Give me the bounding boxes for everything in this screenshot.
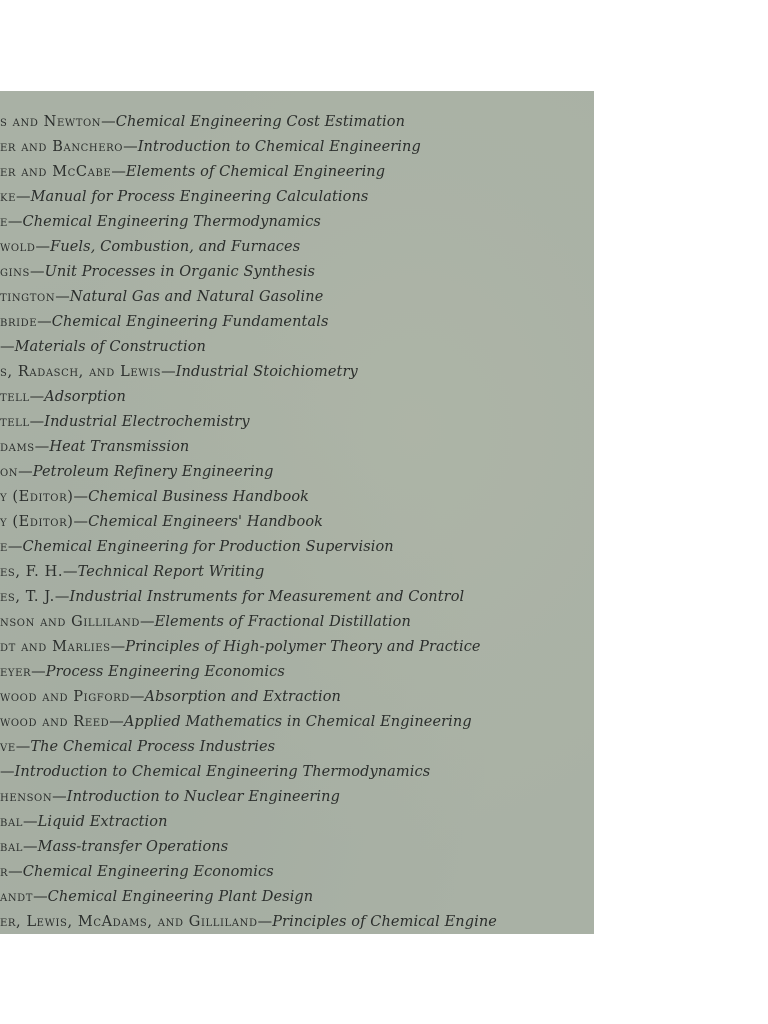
book-entry bbox=[0, 685, 594, 710]
book-title: Mass-transfer Operations bbox=[37, 839, 229, 855]
book-author: y (Editor) bbox=[0, 489, 74, 505]
book-entry bbox=[0, 485, 594, 510]
book-author: wood and Pigford bbox=[0, 689, 130, 705]
book-author: er and Banchero bbox=[0, 139, 124, 155]
book-entry bbox=[0, 510, 594, 535]
book-title: Materials of Construction bbox=[14, 339, 206, 355]
book-author: r bbox=[0, 864, 9, 880]
book-author: e bbox=[0, 214, 8, 230]
book-title: Heat Transmission bbox=[49, 439, 190, 455]
book-author: s, Radasch, and Lewis bbox=[0, 364, 162, 380]
book-entry bbox=[0, 835, 594, 860]
book-title: Petroleum Refinery Engineering bbox=[32, 464, 274, 480]
em-dash-separator: — bbox=[23, 839, 38, 855]
em-dash-separator: — bbox=[54, 589, 70, 605]
book-title: Chemical Engineers' Handbook bbox=[88, 514, 324, 530]
book-author: y (Editor) bbox=[0, 514, 74, 530]
em-dash-separator: — bbox=[52, 789, 67, 805]
em-dash-separator: — bbox=[34, 439, 50, 455]
em-dash-separator: — bbox=[110, 639, 126, 655]
book-entry bbox=[0, 760, 594, 785]
em-dash-separator: — bbox=[109, 714, 124, 730]
book-title: Industrial Stoichiometry bbox=[175, 364, 358, 380]
em-dash-separator: — bbox=[73, 514, 89, 530]
em-dash-separator: — bbox=[29, 414, 45, 430]
book-title: Liquid Extraction bbox=[37, 814, 168, 830]
book-title: Introduction to Nuclear Engineering bbox=[66, 789, 340, 805]
book-author: on bbox=[0, 464, 19, 480]
book-entry bbox=[0, 360, 594, 385]
book-entry bbox=[0, 285, 594, 310]
book-title: Chemical Business Handbook bbox=[88, 489, 310, 505]
em-dash-separator: — bbox=[111, 164, 126, 180]
book-entry bbox=[0, 410, 594, 435]
book-author: wood and Reed bbox=[0, 714, 110, 730]
book-title: Principles of Chemical Engine bbox=[272, 914, 497, 930]
book-entry bbox=[0, 635, 594, 660]
em-dash-separator: — bbox=[139, 614, 155, 630]
book-entry bbox=[0, 610, 594, 635]
book-title: Applied Mathematics in Chemical Engineering bbox=[123, 714, 472, 730]
em-dash-separator: — bbox=[8, 864, 23, 880]
book-author: andt bbox=[0, 889, 34, 905]
book-entry bbox=[0, 210, 594, 235]
em-dash-separator: — bbox=[101, 114, 116, 130]
book-entry bbox=[0, 110, 594, 135]
book-title: Chemical Engineering Cost Estimation bbox=[115, 114, 406, 130]
book-title: Chemical Engineering Economics bbox=[22, 864, 274, 880]
em-dash-separator: — bbox=[29, 264, 45, 280]
book-author: e bbox=[0, 539, 8, 555]
book-entry bbox=[0, 260, 594, 285]
book-entry bbox=[0, 585, 594, 610]
book-entry bbox=[0, 660, 594, 685]
book-title: Elements of Fractional Distillation bbox=[154, 614, 411, 630]
em-dash-separator: — bbox=[73, 489, 89, 505]
book-title: Chemical Engineering Plant Design bbox=[47, 889, 314, 905]
book-title: Industrial Electrochemistry bbox=[44, 414, 250, 430]
book-title: Industrial Instruments for Measurement and Control bbox=[69, 589, 465, 605]
book-entry bbox=[0, 460, 594, 485]
book-series-list bbox=[0, 110, 594, 934]
book-entry bbox=[0, 160, 594, 185]
book-author: wold bbox=[0, 239, 36, 255]
book-author: nson and Gilliland bbox=[0, 614, 140, 630]
book-author: er and McCabe bbox=[0, 164, 112, 180]
book-author: bal bbox=[0, 814, 24, 830]
book-entry bbox=[0, 135, 594, 160]
book-entry bbox=[0, 335, 594, 360]
book-title: Natural Gas and Natural Gasoline bbox=[69, 289, 324, 305]
book-author: ve bbox=[0, 739, 16, 755]
book-author: er, Lewis, McAdams, and Gilliland bbox=[0, 914, 258, 930]
book-author: eyer bbox=[0, 664, 32, 680]
book-author: bal bbox=[0, 839, 24, 855]
em-dash-separator: — bbox=[0, 339, 15, 355]
book-title: Introduction to Chemical Engineering bbox=[137, 139, 421, 155]
em-dash-separator: — bbox=[18, 464, 33, 480]
book-entry bbox=[0, 560, 594, 585]
book-title: Manual for Process Engineering Calculations bbox=[30, 189, 369, 205]
book-title: Technical Report Writing bbox=[77, 564, 265, 580]
book-author: dt and Marlies bbox=[0, 639, 111, 655]
em-dash-separator: — bbox=[31, 664, 46, 680]
book-title: Unit Processes in Organic Synthesis bbox=[44, 264, 316, 280]
book-title: Adsorption bbox=[44, 389, 126, 405]
book-entry bbox=[0, 885, 594, 910]
book-entry bbox=[0, 385, 594, 410]
book-title: Process Engineering Economics bbox=[45, 664, 285, 680]
book-entry bbox=[0, 785, 594, 810]
book-author: henson bbox=[0, 789, 53, 805]
em-dash-separator: — bbox=[7, 539, 23, 555]
book-author: bride bbox=[0, 314, 38, 330]
book-author: gins bbox=[0, 264, 30, 280]
em-dash-separator: — bbox=[7, 214, 23, 230]
em-dash-separator: — bbox=[23, 814, 38, 830]
book-author: tell bbox=[0, 414, 30, 430]
em-dash-separator: — bbox=[15, 739, 31, 755]
em-dash-separator: — bbox=[33, 889, 48, 905]
book-entry bbox=[0, 710, 594, 735]
em-dash-separator: — bbox=[29, 389, 45, 405]
book-title: Absorption and Extraction bbox=[144, 689, 341, 705]
book-entry bbox=[0, 910, 594, 934]
book-entry bbox=[0, 185, 594, 210]
book-entry bbox=[0, 310, 594, 335]
book-title: The Chemical Process Industries bbox=[30, 739, 276, 755]
book-title: Elements of Chemical Engineering bbox=[125, 164, 386, 180]
em-dash-separator: — bbox=[123, 139, 138, 155]
em-dash-separator: — bbox=[55, 289, 70, 305]
em-dash-separator: — bbox=[0, 764, 15, 780]
book-author: s and Newton bbox=[0, 114, 102, 130]
book-author: tell bbox=[0, 389, 30, 405]
em-dash-separator: — bbox=[15, 189, 31, 205]
book-entry bbox=[0, 860, 594, 885]
book-entry bbox=[0, 735, 594, 760]
em-dash-separator: — bbox=[257, 914, 273, 930]
book-entry bbox=[0, 810, 594, 835]
em-dash-separator: — bbox=[37, 314, 52, 330]
book-title: Chemical Engineering Thermodynamics bbox=[22, 214, 321, 230]
em-dash-separator: — bbox=[129, 689, 145, 705]
em-dash-separator: — bbox=[35, 239, 51, 255]
book-author: es, F. H. bbox=[0, 564, 64, 580]
book-author: tington bbox=[0, 289, 56, 305]
book-title: Chemical Engineering for Production Supervision bbox=[22, 539, 394, 555]
book-author: es, T. J. bbox=[0, 589, 55, 605]
book-author: dams bbox=[0, 439, 35, 455]
book-entry bbox=[0, 535, 594, 560]
scanned-book-page bbox=[0, 91, 594, 934]
em-dash-separator: — bbox=[63, 564, 78, 580]
book-title: Chemical Engineering Fundamentals bbox=[51, 314, 329, 330]
book-author: ke bbox=[0, 189, 16, 205]
em-dash-separator: — bbox=[161, 364, 176, 380]
book-title: Introduction to Chemical Engineering Thermodynamics bbox=[14, 764, 431, 780]
book-entry bbox=[0, 435, 594, 460]
book-title: Fuels, Combustion, and Furnaces bbox=[50, 239, 301, 255]
book-entry bbox=[0, 235, 594, 260]
book-title: Principles of High-polymer Theory and Practice bbox=[125, 639, 481, 655]
